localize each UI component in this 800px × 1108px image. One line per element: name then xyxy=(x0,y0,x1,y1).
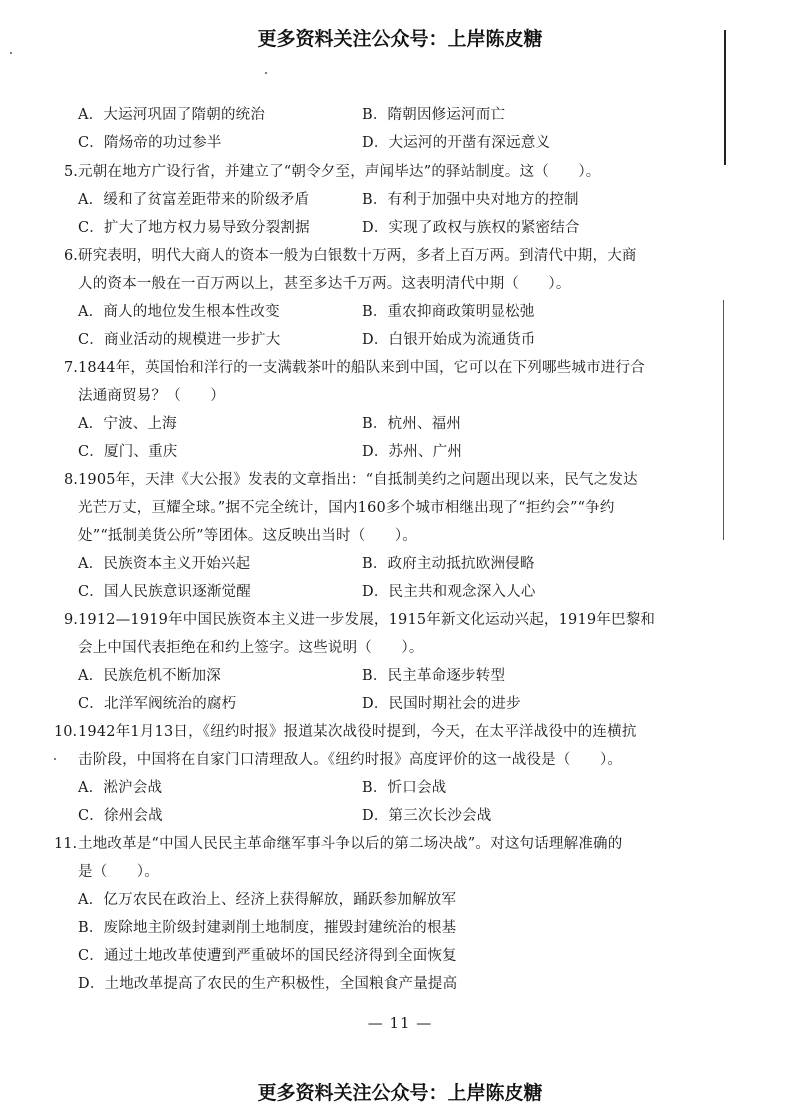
q5-option-d: D．实现了政权与族权的紧密结合 xyxy=(362,220,580,236)
q10-number: 10. xyxy=(54,724,78,740)
q9-option-d: D．民国时期社会的进步 xyxy=(362,696,521,712)
q5-number: 5. xyxy=(64,164,78,180)
q9-option-c: C．北洋军阀统治的腐朽 xyxy=(78,696,237,712)
q4-option-a: A．大运河巩固了隋朝的统治 xyxy=(78,107,266,123)
q7-option-b: B．杭州、福州 xyxy=(362,416,462,432)
q7-number: 7. xyxy=(64,360,78,376)
q11-option-a: A．亿万农民在政治上、经济上获得解放，踊跃参加解放军 xyxy=(78,892,457,908)
q6-option-d: D．白银开始成为流通货币 xyxy=(362,332,536,348)
q7-option-a: A．宁波、上海 xyxy=(78,416,177,432)
q10-stem-line1: 1942年1月13日，《纽约时报》报道某次战役时提到，今天，在太平洋战役中的连横抗 xyxy=(78,724,637,740)
q11-number: 11. xyxy=(54,836,78,852)
q9-stem-line2: 会上中国代表拒绝在和约上签字。这些说明（ ）。 xyxy=(78,640,424,656)
q4-option-b: B．隋朝因修运河而亡 xyxy=(362,107,506,123)
q9-stem-line1: 1912—1919年中国民族资本主义进一步发展，1915年新文化运动兴起，1919年巴黎和 xyxy=(78,612,656,628)
q11-stem-line1: 土地改革是“中国人民民主革命继军事斗争以后的第二场决战”。对这句话理解准确的 xyxy=(78,836,623,852)
q5-option-a: A．缓和了贫富差距带来的阶级矛盾 xyxy=(78,192,310,208)
q5-stem: 元朝在地方广设行省，并建立了“朝令夕至，声闻毕达”的驿站制度。这（ ）。 xyxy=(78,164,601,180)
q8-option-a: A．民族资本主义开始兴起 xyxy=(78,556,251,572)
q9-option-b: B．民主革命逐步转型 xyxy=(362,668,506,684)
q11-option-d: D．土地改革提高了农民的生产积极性，全国粮食产量提高 xyxy=(78,976,458,992)
q11-option-c: C．通过土地改革使遭到严重破坏的国民经济得到全面恢复 xyxy=(78,948,457,964)
q8-stem-line1: 1905年，天津《大公报》发表的文章指出：“自抵制美约之问题出现以来，民气之发达 xyxy=(78,472,638,488)
q8-stem-line3: 处”“抵制美货公所”等团体。这反映出当时（ ）。 xyxy=(78,528,417,544)
q5-option-b: B．有利于加强中央对地方的控制 xyxy=(362,192,579,208)
q11-stem-line2: 是（ ）。 xyxy=(78,864,159,880)
q6-option-a: A．商人的地位发生根本性改变 xyxy=(78,304,280,320)
q4-option-d: D．大运河的开凿有深远意义 xyxy=(362,135,551,151)
q7-stem-line2: 法通商贸易？（ ） xyxy=(78,388,225,404)
q9-number: 9. xyxy=(64,612,78,628)
header-banner: 更多资料关注公众号：上岸陈皮糖 xyxy=(257,28,543,50)
q5-option-c: C．扩大了地方权力易导致分裂割据 xyxy=(78,220,310,236)
page-number: — 11 — xyxy=(367,1014,433,1032)
q6-stem-line1: 研究表明，明代大商人的资本一般为白银数十万两，多者上百万两。到清代中期，大商 xyxy=(78,248,637,264)
q10-option-d: D．第三次长沙会战 xyxy=(362,808,492,824)
q8-option-b: B．政府主动抵抗欧洲侵略 xyxy=(362,556,535,572)
q8-option-d: D．民主共和观念深入人心 xyxy=(362,584,536,600)
q10-option-c: C．徐州会战 xyxy=(78,808,163,824)
q6-option-b: B．重农抑商政策明显松弛 xyxy=(362,304,535,320)
q8-option-c: C．国人民族意识逐渐觉醒 xyxy=(78,584,251,600)
q7-option-c: C．厦门、重庆 xyxy=(78,444,178,460)
q6-stem-line2: 人的资本一般在一百万两以上，甚至多达千万两。这表明清代中期（ ）。 xyxy=(78,276,571,292)
q6-option-c: C．商业活动的规模进一步扩大 xyxy=(78,332,281,348)
footer-banner: 更多资料关注公众号：上岸陈皮糖 xyxy=(257,1082,543,1104)
q7-option-d: D．苏州、广州 xyxy=(362,444,463,460)
q10-option-b: B．忻口会战 xyxy=(362,780,447,796)
q4-option-c: C．隋炀帝的功过参半 xyxy=(78,135,222,151)
q6-number: 6. xyxy=(64,248,78,264)
q8-number: 8. xyxy=(64,472,78,488)
q11-option-b: B．废除地主阶级封建剥削土地制度，摧毁封建统治的根基 xyxy=(78,920,457,936)
q7-stem-line1: 1844年，英国怡和洋行的一支满载茶叶的船队来到中国，它可以在下列哪些城市进行合 xyxy=(78,360,645,376)
q10-stem-line2: 击阶段，中国将在自家门口清理敌人。《纽约时报》高度评价的这一战役是（ ）。 xyxy=(78,752,623,768)
q9-option-a: A．民族危机不断加深 xyxy=(78,668,221,684)
q10-option-a: A．淞沪会战 xyxy=(78,780,163,796)
q8-stem-line2: 光芒万丈，亘耀全球。”据不完全统计，国内160多个城市相继出现了“拒约会”“争约 xyxy=(78,500,615,516)
